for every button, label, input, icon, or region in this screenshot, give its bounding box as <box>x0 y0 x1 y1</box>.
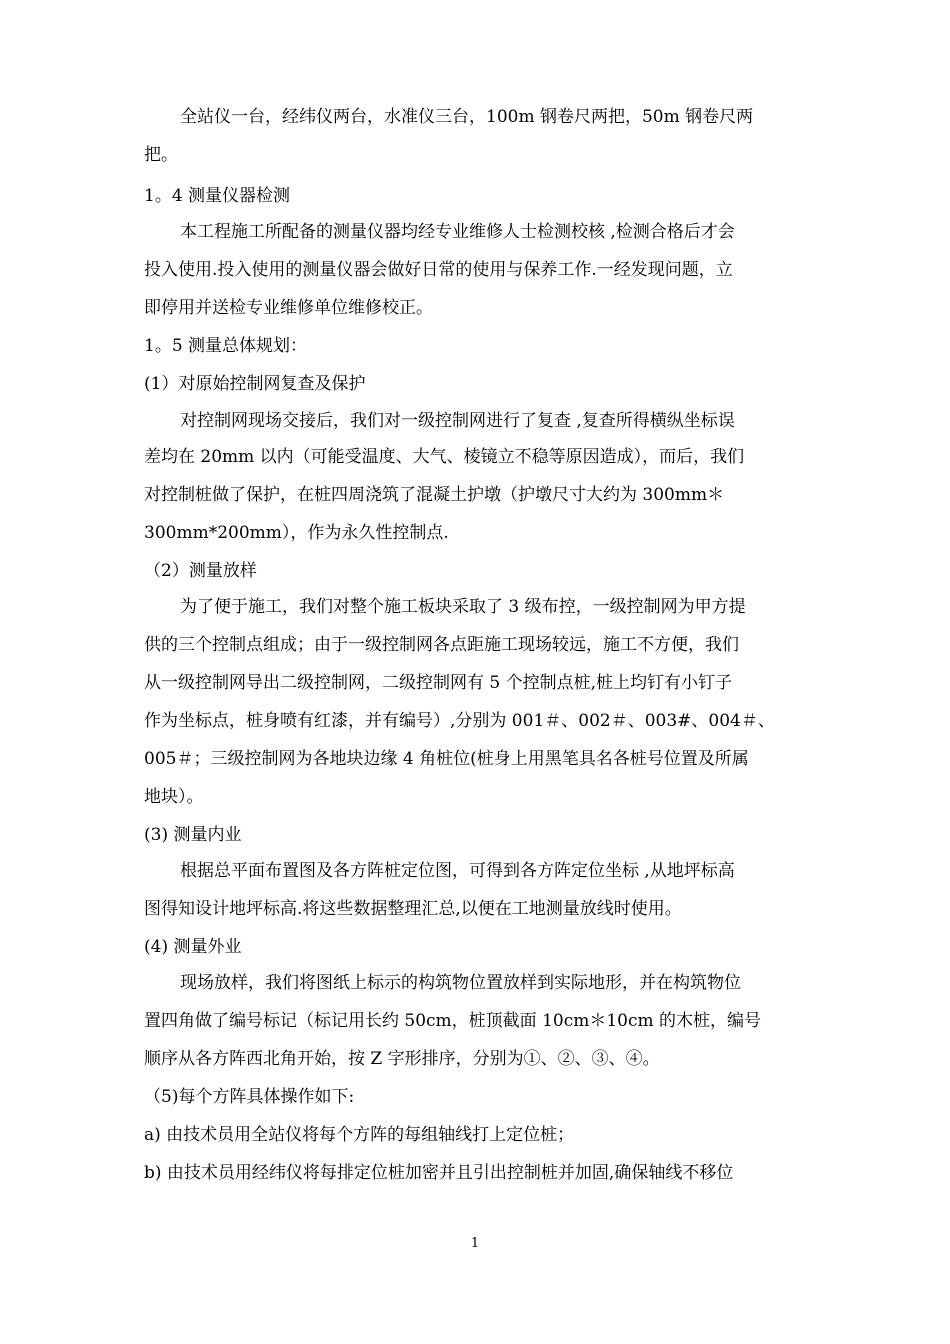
subsection-heading: （5)每个方阵具体操作如下: <box>144 1087 355 1107</box>
text-line: 根据总平面布置图及各方阵桩定位图，可得到各方阵定位坐标 ,从地坪标高 <box>180 861 735 881</box>
text-line: 全站仪一台，经纬仪两台，水准仪三台，100m 钢卷尺两把，50m 钢卷尺两 <box>180 107 754 127</box>
text-line: 即停用并送检专业维修单位维修校正。 <box>144 298 433 318</box>
subsection-heading: (4) 测量外业 <box>144 937 242 957</box>
page-number: 1 <box>470 1236 480 1251</box>
subsection-heading: （2）测量放样 <box>144 561 257 581</box>
text-line: 300mm*200mm），作为永久性控制点. <box>144 523 449 543</box>
text-line: 对控制桩做了保护，在桩四周浇筑了混凝土护墩（护墩尺寸大约为 300mm＊ <box>144 485 725 505</box>
text-line: 差均在 20mm 以内（可能受温度、大气、棱镜立不稳等原因造成），而后，我们 <box>144 447 745 467</box>
text-line: 现场放样，我们将图纸上标示的构筑物位置放样到实际地形，并在构筑物位 <box>180 973 741 993</box>
text-line: 地块）。 <box>144 787 204 807</box>
text-line: 置四角做了编号标记（标记用长约 50cm，桩顶截面 10cm＊10cm 的木桩，编号 <box>144 1011 762 1031</box>
text-line: 顺序从各方阵西北角开始，按 Z 字形排序，分别为①、②、③、④。 <box>144 1049 660 1069</box>
text-line: 作为坐标点，桩身喷有红漆，并有编号）,分别为 001＃、002＃、003#、004＃、 <box>144 711 775 731</box>
text-line: 图得知设计地坪标高.将这些数据整理汇总,以便在工地测量放线时使用。 <box>144 899 682 919</box>
text-line: 对控制网现场交接后，我们对一级控制网进行了复查 ,复查所得横纵坐标误 <box>180 411 735 431</box>
text-line: 把。 <box>144 145 178 165</box>
text-line: 为了便于施工，我们对整个施工板块采取了 3 级布控，一级控制网为甲方提 <box>180 597 746 617</box>
subsection-heading: (1）对原始控制网复查及保护 <box>144 374 366 394</box>
section-heading: 1。5 测量总体规划： <box>144 336 308 356</box>
subsection-heading: (3) 测量内业 <box>144 825 242 845</box>
text-line: 本工程施工所配备的测量仪器均经专业维修人士检测校核 ,检测合格后才会 <box>180 222 735 242</box>
text-line: 从一级控制网导出二级控制网，二级控制网有 5 个控制点桩,桩上均钉有小钉子 <box>144 673 733 693</box>
text-line: 005＃；三级控制网为各地块边缘 4 角桩位(桩身上用黑笔具名各桩号位置及所属 <box>144 749 749 769</box>
text-line: 投入使用.投入使用的测量仪器会做好日常的使用与保养工作.一经发现问题，立 <box>144 260 733 280</box>
section-heading: 1。4 测量仪器检测 <box>144 186 291 206</box>
list-item: b) 由技术员用经纬仪将每排定位桩加密并且引出控制桩并加固,确保轴线不移位 <box>144 1163 734 1183</box>
text-line: 供的三个控制点组成；由于一级控制网各点距施工现场较远，施工不方便，我们 <box>144 635 739 655</box>
list-item: a) 由技术员用全站仪将每个方阵的每组轴线打上定位桩； <box>144 1125 575 1145</box>
